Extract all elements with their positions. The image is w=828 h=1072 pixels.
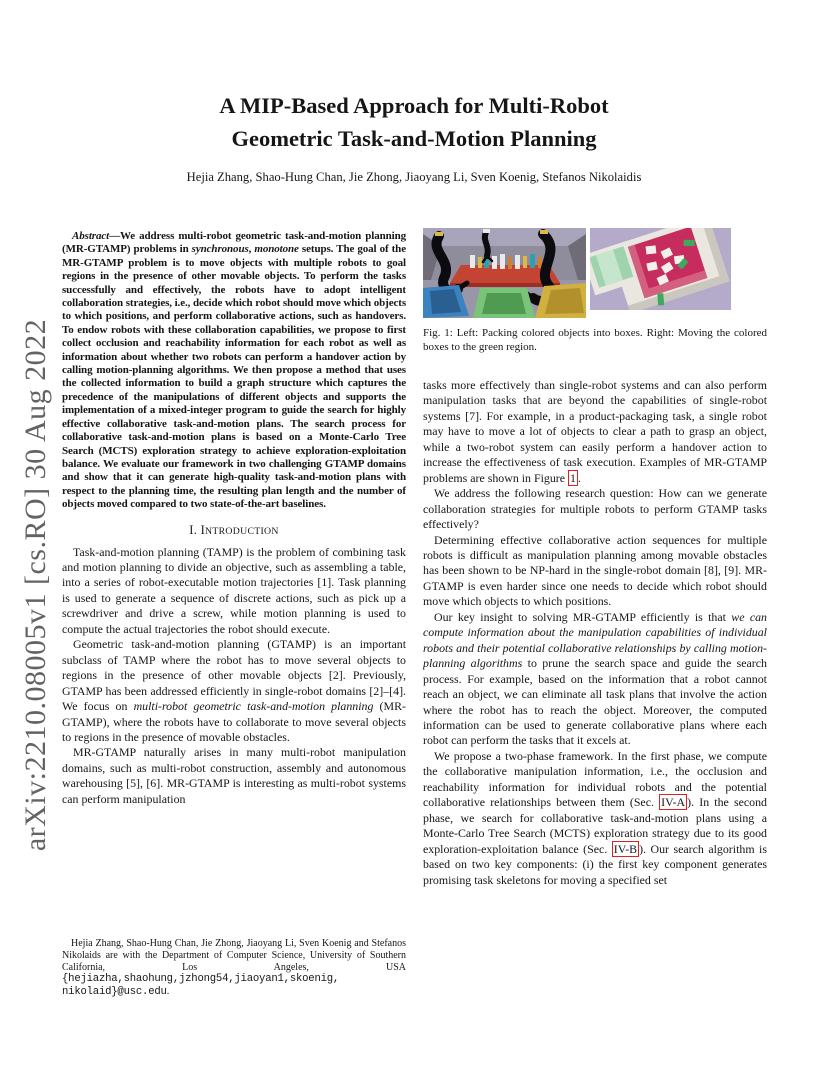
ref-link[interactable]: IV-A: [661, 795, 686, 810]
authors-line: Hejia Zhang, Shao-Hung Chan, Jie Zhong, Jiaoyang Li, Sven Koenig, Stefanos Nikolaidis: [186, 170, 642, 184]
figure-1: [423, 228, 767, 354]
text-segment: NTRODUCTION: [205, 525, 279, 537]
text-segment: Hejia Zhang, Shao-Hung Chan, Jie Zhong, Jiaoyang Li, Sven Koenig and Stefanos Nikolaids are with the Department of Computer Science, University of Southern California, Los Angeles, USA: [62, 938, 406, 973]
text-segment: Abstract: [72, 230, 110, 242]
text-segment: .: [577, 470, 581, 485]
ref-link[interactable]: 1: [569, 470, 576, 485]
section-heading-introduction: [62, 523, 406, 538]
ref-link[interactable]: IV-B: [613, 841, 638, 856]
figure1-left-image: [423, 228, 586, 318]
figure1-images: [423, 228, 767, 318]
text-segment: We propose a two-phase framework. In the first phase, we compute the collaborative manipulation information, i.e., the occlusion and reachability information for individual robots and the potential collaborative relationships between them (Sec.: [423, 748, 767, 810]
paragraph-right-1: [423, 378, 767, 486]
text-segment: ). In the second phase, we search for collaborative task-and-motion plans using a Monte-Carlo Tree Search (MCTS) exploration strategy due to its good exploration-exploitation balance (Sec.: [423, 795, 767, 856]
text-segment: Task-and-motion planning (TAMP) is the problem of combining task and motion planning to divide an objective, such as assembling a table, into a series of robot-executable motion trajectories [1]. Task planning is used to generate a sequence of discrete actions, such as pick up a screwdriver and drive a screw, while motion planning is used to compute the actual trajectories the robot should execute.: [62, 544, 406, 636]
text-segment: Determining effective collaborative action sequences for multiple robots is difficult as manipulation planning among movable obstacles has been shown to be NP-hard in the single-robot domain [8], [9]. MR-GTAMP is even harder since one needs to decide which robot should move which objects to which positions.: [423, 532, 767, 609]
text-segment: to prune the search space and guide the search process. For example, based on the information that a robot cannot reach an object, we can eliminate all task plans that involve the action where the robot has to reach the object. Moreover, the computed information can be used to generate collaborative plans where each robot can perform the tasks that it excels at.: [423, 656, 767, 748]
paper-title-line2: Geometric Task-and-Motion Planning: [231, 126, 597, 151]
text-segment: monotone: [254, 243, 299, 256]
text-segment: I. I: [189, 522, 206, 537]
text-segment: .: [166, 986, 170, 998]
text-segment: setups. The goal of the MR-GTAMP problem is to move objects with multiple robots to goal regions in the presence of other movable objects. To perform the tasks successfully and effectively, the robots have to adopt intelligent collaboration strategies, i.e., decide which robot should move which objects to which positions, and perform collaborative actions, such as handovers. To endow robots with these collaboration capabilities, we propose to first collect occlusion and reachability information for each robot as well as information about whether two robots can perform a handover action by calling motion-planning algorithms. We then propose a method that uses the collected information to build a graph structure which captures the precedence of the manipulations of different objects and supports the implementation of a mixed-integer program to guide the search for highly effective collaborative task-and-motion plans. The search process for collaborative task-and-motion plans is based on a Monte-Carlo Tree Search (MCTS) exploration strategy to achieve exploration-exploitation balance. We evaluate our framework in two challenging GTAMP domains and show that it can generate high-quality task-and-motion plans with respect to the planning time, the resulting plan length and the number of objects moved compared to two state-of-the-art baselines.: [62, 243, 406, 511]
paper-title-line1: A MIP-Based Approach for Multi-Robot: [219, 93, 609, 118]
arxiv-banner: arXiv:2210.08005v1 [cs.RO] 30 Aug 2022: [19, 318, 52, 852]
figure1-right-image: [590, 228, 731, 310]
text-segment: ,: [248, 243, 255, 256]
right-column: [423, 228, 767, 888]
text-segment: {hejiazha,shaohung,jzhong54,jiaoyan1,skoenig, nikolaid}@usc.edu: [62, 973, 340, 999]
paragraph-right-2: [423, 486, 767, 532]
text-segment: (MR-GTAMP), where the robots have to collaborate to move several objects to regions in the presence of movable obstacles.: [62, 699, 406, 744]
paragraph-right-5: [423, 749, 767, 888]
figure1-caption: Fig. 1: Left: Packing colored objects into boxes. Right: Moving the colored boxes to the green region.: [423, 327, 767, 353]
text-segment: Our key insight to solving MR-GTAMP efficiently is that: [434, 609, 732, 624]
text-segment: tasks more effectively than single-robot systems and can also perform manipulation tasks that are beyond the capabilities of single-robot systems [7]. For example, in a product-packaging task, a single robot may have to move a lot of objects to clear a path to grasp an object, while a two-robot system can easily perform a handover action to increase the effectiveness of task execution. Examples of MR-GTAMP problems are shown in Figure: [423, 378, 767, 485]
paragraph-intro-1: [62, 545, 406, 638]
paragraph-intro-3: [62, 745, 406, 807]
text-segment: synchronous: [191, 243, 249, 256]
abstract: [62, 230, 406, 512]
text-segment: we can compute information about the manipulation capabilities of individual robots and their potential collaborative relationships by calling motion-planning algorithms: [423, 609, 767, 671]
text-segment: multi-robot geometric task-and-motion planning: [133, 699, 374, 714]
paragraph-intro-2: [62, 637, 406, 745]
text-segment: Geometric task-and-motion planning (GTAMP) is an important subclass of TAMP where the robot has to move several objects to regions in the presence of other movable objects [2]. Previously, GTAMP has been addressed efficiently in single-robot domains [2]–[4]. We focus on: [62, 637, 406, 714]
paragraph-right-3: [423, 533, 767, 610]
text-segment: We address the following research question: How can we generate collaboration strategies for multiple robots to perform GTAMP tasks effectively?: [423, 486, 767, 532]
paper-title: [0, 89, 828, 155]
author-footnote: [62, 938, 406, 999]
text-segment: —We address multi-robot geometric task-and-motion planning (MR-GTAMP) problems in: [62, 230, 406, 256]
paragraph-right-4: [423, 610, 767, 749]
left-column: [62, 230, 406, 807]
text-segment: ). Our search algorithm is based on two key components: (i) the first key component generates promising task skeletons for moving a specified set: [423, 841, 767, 887]
text-segment: MR-GTAMP naturally arises in many multi-robot manipulation domains, such as multi-robot construction, assembly and autonomous warehousing [5], [6]. MR-GTAMP is interesting as multi-robot systems can perform manipulation: [62, 745, 406, 806]
